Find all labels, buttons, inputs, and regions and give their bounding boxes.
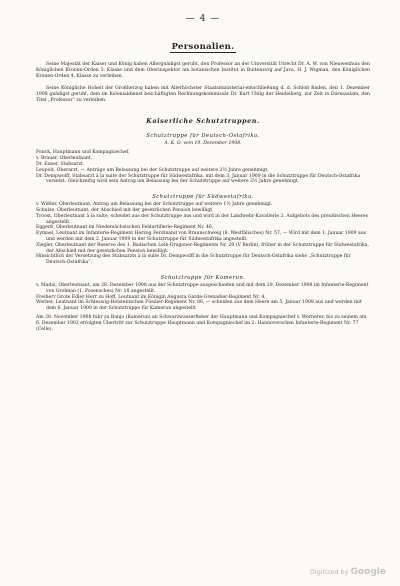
text-line: Dr. Dempwolff, Stabsarzt à la suite der Schutztruppe für Südwestafrika, mit dem 3. Januar 1909 in die Schutztruppe für Deutsch-Ostafrika versetzt. Gleichzeitig wird sein Antrag um Belassung bei der Schutztruppe auf weitere 2½ Jahre genehmigt. — [36, 173, 361, 185]
text-line: Eggerß, Oberleutnant im Niedersächsischen Feldartillerie-Regiment Nr. 46, — [36, 225, 214, 231]
text-line: Werner, Leutnant im Schleswig-Holsteinschen Füsilier-Regiment Nr. 86, — scheiden aus dem Heere am 5. Januar 1909 aus und werden mit dem 6. Januar 1909 in der Schutztruppe für Kamerun angestellt. — [36, 300, 362, 312]
text-line: Freiherr Grote Edler Herr zu Hoff, Leutnant im Königin Augusta Garde-Grenadier-Regiment Nr. 4, — [36, 294, 266, 300]
section-title — [36, 42, 370, 52]
text-line: Troost, Oberleutnant à la suite, scheidet aus der Schutztruppe aus und wird in der Landwehr-Kavallerie 2. Aufgebots des preußischen Heeres angestellt. — [36, 213, 368, 225]
section-title-text: Personalien. — [171, 42, 235, 52]
section-kamerun — [36, 275, 370, 332]
heading-schutztruppen: Kaiserliche Schutztruppen. — [146, 117, 260, 126]
page-number: — 4 — — [185, 14, 221, 24]
text-line: Eymael, Leutnant im Infanterie-Regiment Herzog Ferdinand von Braunschweig (8. Westfälisches) Nr. 57, — Wird mit dem 1. Januar 1909 aus und werden mit dem 2. Januar 1909 in der Schutztruppe für Südwestafrika angestellt. — [36, 231, 367, 242]
section-ostafrika — [36, 133, 370, 185]
watermark — [310, 567, 386, 577]
text-line: Dr. Exner, Stabsarzt. — [36, 162, 85, 168]
section-suedwestafrika-title: Schutztruppe für Südwestafrika. — [152, 194, 254, 201]
paragraph-1: Seine Majestät der Kaiser und König haben Allergnädigst geruht, den Professor an der Universität Utrecht Dr. A. W. von Nieuwenhuis den Königlichen Kronen-Orden 3. Klasse und dem Oberinspektor am botanischen Institut in Buitenzorg auf Java, H. J. Wigman, den Königlichen Kronen-Orden 4. Klasse zu verleihen. — [36, 62, 370, 79]
text-line: Am 28. November 1908 fuhr zu Banjo (Kamerun) an Schwarzwasserfieber der Hauptmann und Kompagniechef v. Wernerer, bis zu seinem am 6. Dezember 1902 erfolgten Übertritt zur Schutztruppe Hauptmann und Kompagniechef im 2. Hannoverschen Infanterie-Regiment Nr. 77 (Celle). — [36, 314, 367, 332]
text-line: Schulze, Oberleutnant, der Abschied mit der gesetzlichen Pension bewilligt. — [36, 208, 214, 214]
text-line: Hinsichtlich der Versetzung des Stabsarzts à la suite Dr. Dempwolff in die Schutztruppe für Deutsch-Ostafrika siehe „Schutztruppe für Deutsch-Ostafrika“. — [36, 254, 351, 266]
section-kamerun-title: Schutztruppe für Kamerun. — [160, 274, 246, 281]
text-line: v. Wißler, Oberleutnant, Antrag um Belassung bei der Schutztruppe auf weitere 1½ Jahre genehmigt. — [36, 202, 273, 208]
watermark-prefix: Digitized by — [309, 568, 349, 576]
text-line: Ziegler, Oberleutnant der Reserve des 1. Badischen Leib-Dragoner-Regiments Nr. 20 (V Berlin), früher in der Schutztruppe für Südwestafrika, der Abschied mit der gesetzlichen Pension bewilligt. — [36, 242, 369, 254]
document-page — [36, 14, 370, 332]
section-suedwestafrika — [36, 194, 370, 266]
text-line: Fonck, Hauptmann und Kompagniechef, — [36, 150, 130, 156]
text-line: v. Madai, Oberleutnant, am 28. Dezember 1908 aus der Schutztruppe ausgeschieden und mit dem 29. Dezember 1908 im Infanterie-Regiment von Grolman (1. Posensches) Nr. 18 angestellt. — [36, 282, 369, 294]
section-ostafrika-subtitle: A. K. O. vom 19. Dezember 1908. — [164, 141, 242, 147]
section-ostafrika-title: Schutztruppe für Deutsch-Ostafrika. — [146, 133, 260, 140]
text-line: v. Brauer, Oberleutnant, — [36, 156, 93, 162]
google-logo: Google — [350, 567, 386, 577]
paragraph-2: Seine Königliche Hoheit der Großherzog haben mit Allerhöchster Staatsministerial-entschließung d. d. Schloß Baden, den 1. Dezember 1908 gnädigst geruht, dem im Kolonialdienst beschäftigten Rechnungskommissär Dr. Kurt Uhlig der Heidelberg, zur Zeit in Daressalam, den Titel „Professor“ zu verleihen. — [36, 85, 370, 103]
text-line: Leupolt, Oberarzt, — Anträge um Belassung bei der Schutztruppe auf weitere 2½ Jahre genehmigt. — [36, 167, 269, 173]
